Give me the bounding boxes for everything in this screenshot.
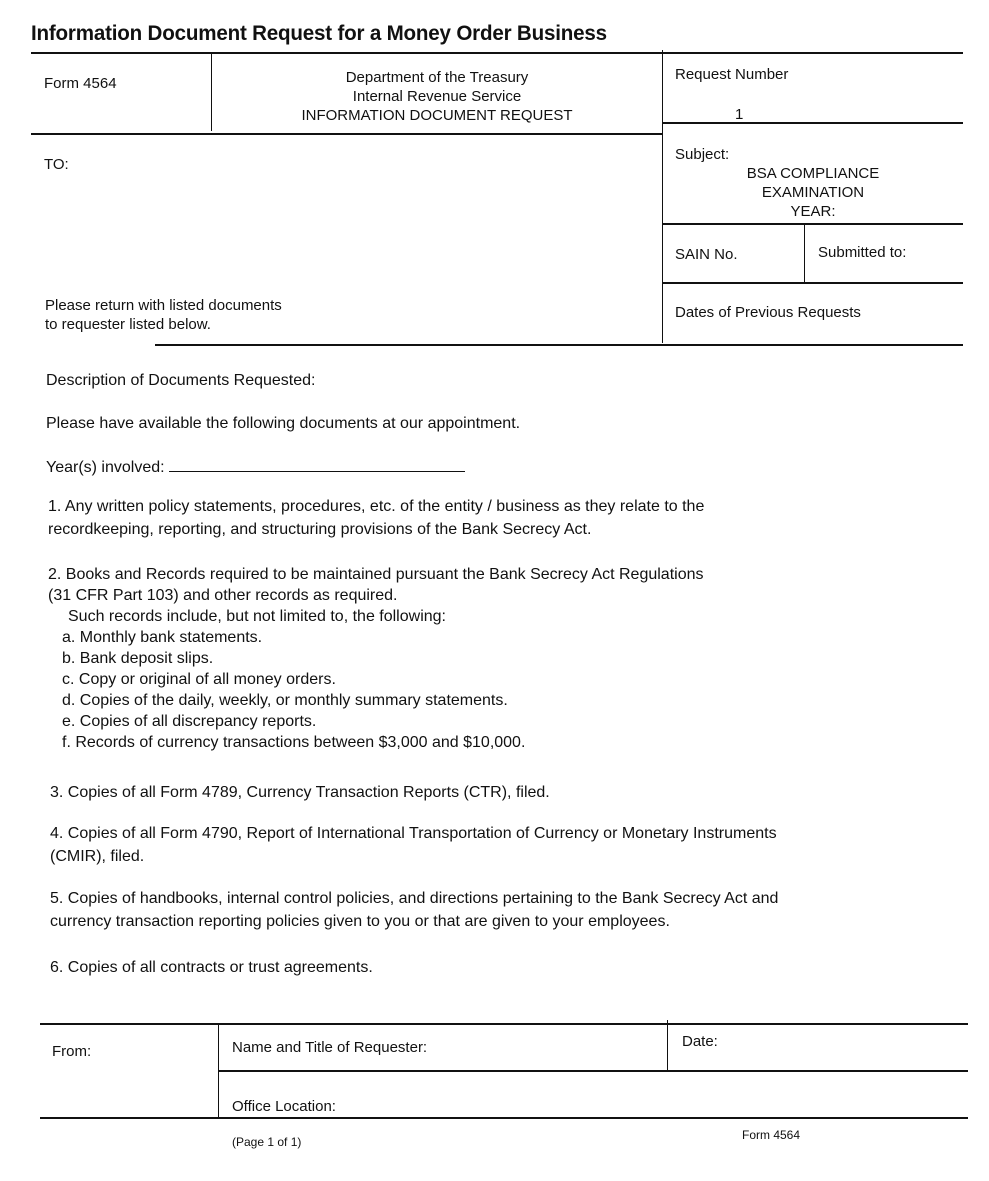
to-label: TO: (44, 156, 69, 173)
description-label: Description of Documents Requested: (46, 372, 316, 389)
item-line: recordkeeping, reporting, and structuring provisions of the Bank Secrecy Act. (48, 521, 592, 538)
item-line: 3. Copies of all Form 4789, Currency Transaction Reports (CTR), filed. (50, 784, 550, 801)
divider (663, 282, 963, 284)
item-line: 4. Copies of all Form 4790, Report of International Transportation of Currency or Monetary Instruments (50, 825, 777, 842)
item-5 (50, 887, 778, 933)
list-item: e. Copies of all discrepancy reports. (62, 713, 317, 730)
item-1 (48, 495, 704, 541)
item-line: 1. Any written policy statements, procedures, etc. of the entity / business as they relate to the (48, 498, 705, 515)
item-line: currency transaction reporting policies given to you or that are given to your employees. (50, 913, 670, 930)
item-line: 2. Books and Records required to be maintained pursuant the Bank Secrecy Act Regulations (48, 566, 704, 583)
return-note-line: to requester listed below. (45, 316, 211, 333)
item-line: 5. Copies of handbooks, internal control policies, and directions pertaining to the Bank Secrecy Act and (50, 890, 779, 907)
item-2-sublist (48, 606, 704, 753)
item-line: (31 CFR Part 103) and other records as required. (48, 587, 398, 604)
date-field[interactable] (682, 1050, 952, 1066)
item-3 (50, 781, 550, 804)
sublist-intro: Such records include, but not limited to, the following: (68, 608, 446, 625)
subject-line: YEAR: (790, 203, 836, 220)
item-line: 6. Copies of all contracts or trust agreements. (50, 959, 373, 976)
intro-text: Please have available the following documents at our appointment. (46, 415, 521, 432)
list-item: b. Bank deposit slips. (62, 650, 214, 667)
divider (667, 1020, 668, 1071)
divider (155, 344, 963, 346)
document-title: Information Document Request for a Money Order Business (31, 22, 607, 45)
item-4 (50, 822, 777, 868)
from-label: From: (52, 1043, 92, 1060)
footer-form-number: Form 4564 (742, 1128, 801, 1142)
previous-requests-label: Dates of Previous Requests (675, 304, 861, 321)
list-item: d. Copies of the daily, weekly, or monthly summary statements. (62, 692, 508, 709)
divider (31, 133, 663, 135)
office-location-label: Office Location: (232, 1098, 336, 1115)
request-number-label: Request Number (675, 66, 789, 83)
item-line: (CMIR), filed. (50, 848, 145, 865)
title-rule (31, 52, 963, 54)
divider (218, 1070, 968, 1072)
divider (40, 1117, 968, 1119)
years-input[interactable] (169, 457, 465, 472)
agency-line: Internal Revenue Service (352, 88, 522, 105)
agency-block (212, 68, 662, 125)
subject-label: Subject: (675, 146, 730, 163)
item-6 (50, 956, 373, 979)
page-indicator: (Page 1 of 1) (232, 1135, 302, 1149)
request-number-value[interactable]: 1 (735, 106, 744, 123)
item-2 (48, 563, 704, 753)
requester-field[interactable] (232, 1056, 652, 1068)
agency-line: Department of the Treasury (345, 69, 529, 86)
subject-line: EXAMINATION (761, 184, 865, 201)
years-label: Year(s) involved: (46, 459, 165, 476)
subject-line: BSA COMPLIANCE (746, 165, 880, 182)
requester-label: Name and Title of Requester: (232, 1039, 428, 1056)
list-item: a. Monthly bank statements. (62, 629, 263, 646)
submitted-to-label: Submitted to: (818, 244, 907, 261)
subject-value (663, 164, 963, 221)
divider (663, 223, 963, 225)
list-item: f. Records of currency transactions between $3,000 and $10,000. (62, 734, 526, 751)
sain-label: SAIN No. (675, 246, 738, 263)
divider (40, 1023, 968, 1025)
years-involved (46, 457, 465, 479)
to-field[interactable] (44, 175, 644, 285)
divider (804, 224, 805, 283)
form-number: Form 4564 (44, 75, 117, 92)
return-note (45, 296, 282, 334)
divider (663, 122, 963, 124)
date-label: Date: (682, 1033, 718, 1050)
list-item: c. Copy or original of all money orders. (62, 671, 336, 688)
return-note-line: Please return with listed documents (45, 297, 282, 314)
agency-line: INFORMATION DOCUMENT REQUEST (301, 107, 573, 124)
